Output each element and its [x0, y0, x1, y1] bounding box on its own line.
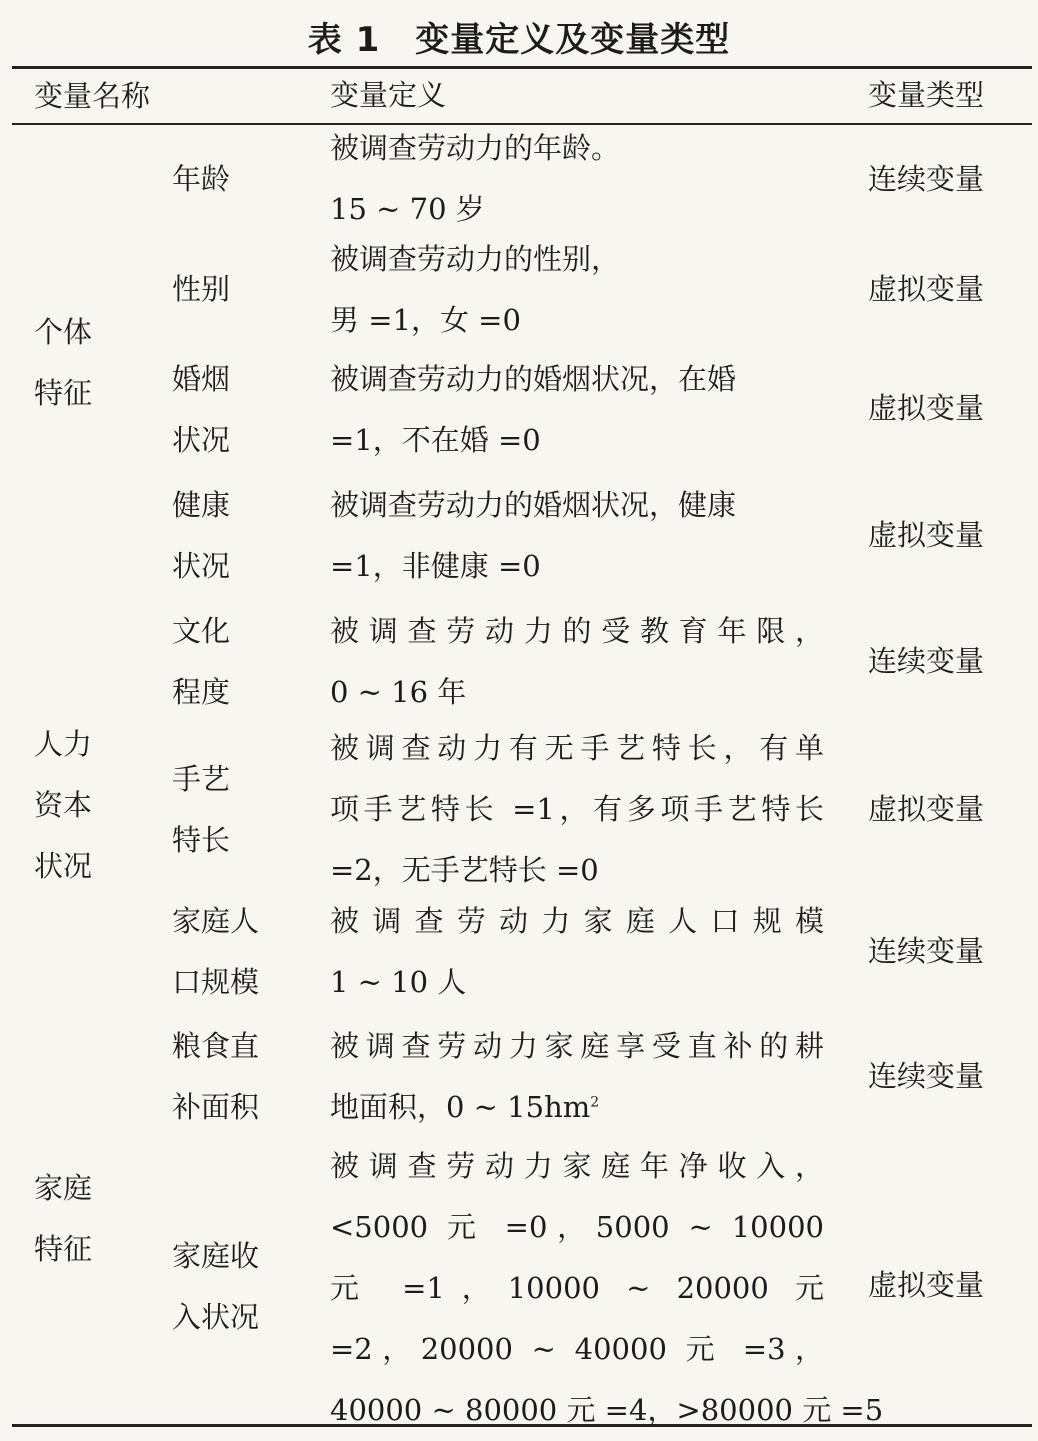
row-health-type: 虚拟变量	[868, 518, 985, 552]
row-craft-type: 虚拟变量	[868, 792, 985, 826]
row-income-definition: 被调查劳动力家庭年净收入， <5000 元 =0，5000 ~ 10000 元 =1，10000 ~ 20000 元 =2，20000 ~ 40000 元 =3， 40000 ~ 80000 元 =4，>80000 元 =5	[330, 1149, 884, 1427]
header-variable-definition: 变量定义	[330, 78, 447, 112]
row-income-name: 家庭收 入状况	[172, 1239, 260, 1334]
row-education-type: 连续变量	[868, 644, 985, 678]
header-variable-type: 变量类型	[868, 78, 985, 112]
group-label-individual: 个体 特征	[34, 315, 93, 410]
row-age-definition: 被调查劳动力的年龄。 15 ~ 70 岁	[330, 131, 621, 226]
row-marital-type: 虚拟变量	[868, 391, 985, 425]
row-marital-definition: 被调查劳动力的婚烟状况，在婚 =1，不在婚 =0	[330, 362, 737, 457]
group-label-family: 家庭 特征	[34, 1171, 93, 1266]
row-family-size-definition: 被调查劳动力家庭人口规模 1 ~ 10 人	[330, 904, 824, 999]
row-education-name: 文化 程度	[172, 614, 231, 709]
row-health-definition: 被调查劳动力的婚烟状况，健康 =1，非健康 =0	[330, 488, 737, 583]
row-income-type: 虚拟变量	[868, 1268, 985, 1302]
row-family-size-name: 家庭人 口规模	[172, 904, 260, 999]
row-gender-definition: 被调查劳动力的性别， 男 =1，女 =0	[330, 242, 621, 337]
row-education-definition: 被调查劳动力的受教育年限， 0 ~ 16 年	[330, 614, 824, 709]
row-health-name: 健康 状况	[172, 488, 231, 583]
row-gender-name: 性别	[172, 272, 231, 306]
row-age-name: 年龄	[172, 162, 231, 196]
row-subsidy-area-name: 粮食直 补面积	[172, 1029, 260, 1124]
superscript-2: 2	[590, 1094, 600, 1111]
header-variable-name: 变量名称	[34, 79, 151, 113]
row-family-size-type: 连续变量	[868, 934, 985, 968]
row-marital-name: 婚烟 状况	[172, 362, 231, 457]
row-craft-name: 手艺 特长	[172, 762, 231, 857]
row-subsidy-area-definition: 被调查劳动力家庭享受直补的耕 地面积，0 ~ $15hm^2$	[330, 1029, 824, 1124]
row-subsidy-area-type: 连续变量	[868, 1059, 985, 1093]
row-age-type: 连续变量	[868, 162, 985, 196]
table-title: 表 1 变量定义及变量类型	[307, 20, 731, 60]
row-craft-definition: 被调查动力有无手艺特长，有单 项手艺特长 =1，有多项手艺特长 =2，无手艺特长 =0	[330, 731, 824, 887]
group-label-human-capital: 人力 资本 状况	[34, 727, 93, 883]
row-gender-type: 虚拟变量	[868, 272, 985, 306]
